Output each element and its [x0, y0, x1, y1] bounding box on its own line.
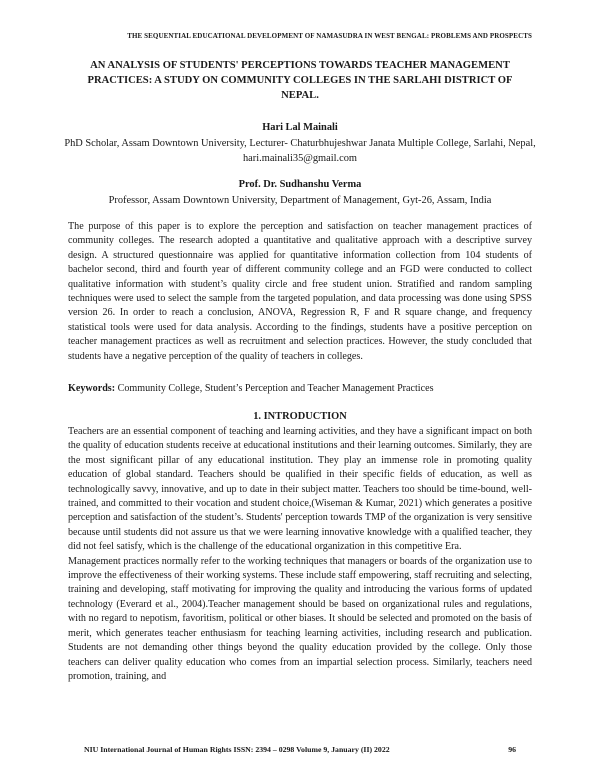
keywords — [68, 382, 532, 396]
page-number: 96 — [508, 745, 516, 754]
running-head: THE SEQUENTIAL EDUCATIONAL DEVELOPMENT OF NAMASUDRA IN WEST BENGAL: PROBLEMS AND PROSPECTS — [127, 32, 532, 40]
author-name: Hari Lal Mainali — [262, 122, 338, 133]
author-affiliation: Professor, Assam Downtown University, Department of Management, Gyt-26, Assam, India — [108, 194, 492, 206]
paragraph: Teachers are an essential component of teaching and learning activities, and they have a significant impact on both the quality of education students receive at educational institutions and their learning outcomes. Similarly, they are the most significant pillar of any educational institution. They play an immense role in promoting quality education of global standard. Teachers should be qualified in their specific fields of education, as well as technologically savvy, innovative, and up to date in their subject matter. Teachers too should be time-bound, well-trained, and committed to their vocation and student choice,(Wiseman & Kumar, 2021) which generates a positive perception and satisfaction of the student’s. Students' perception towards TMP of the organization is very sensitive because until students did not assure us that we were learning innovative knowledge with a qualified teacher, they did not feel satisfy, which is the challenge of the educational organization in this competitive Era. — [68, 426, 532, 553]
introduction-body — [68, 425, 532, 684]
page-footer — [84, 745, 516, 754]
author-block-2 — [60, 177, 540, 208]
keywords-label: Keywords: — [68, 383, 116, 394]
section-heading: 1. INTRODUCTION — [253, 411, 347, 422]
abstract: The purpose of this paper is to explore the perception and satisfaction on teacher management practices of community colleges. The research adopted a quantitative and qualitative approach with a descriptive survey design. A structured questionnaire was applied for quantitative information collection from 104 students of bachelor second, third and fourth year of different community college and an FGD were conducted to collect qualitative information with student’s quality circle and free student union. Stratified and random sampling techniques were used to select the sample from the targeted population, and data processing was done using SPSS version 26. In order to reach a conclusion, ANOVA, Regression R, F and R square change, and frequency statistical tools were used for data analysis. According to the findings, students have a positive perception on teacher management practices as well as recruitment and selection practices. However, the study concluded that students have a negative perception of the quality of teachers in colleges. — [68, 221, 532, 362]
footer-journal: NIU International Journal of Human Rights ISSN: 2394 – 0298 Volume 9, January (II) 2022 — [84, 745, 390, 754]
paragraph: Management practices normally refer to the working techniques that managers or boards of the organization use to improve the effectiveness of their working systems. These include staff empowering, staff recruiting and selecting, training and developing, staff motivating for improving the quality and introducing the various forms of updated technology (Everard et al., 2004).Teacher management should be based on organizational rules and regulations, with no regard to nepotism, favoritism, political or other biases. It should be selected and promoted on the basis of merit, which generates teacher enthusiasm for teaching learning activities, including research and publication. Students are not demanding other things beyond the quality education provided by the college. Only those teachers can deliver quality education who comes from an impartial selection process. Similarly, teachers need promotion, training, and — [68, 555, 532, 682]
author-affiliation: PhD Scholar, Assam Downtown University, Lecturer- Chaturbhujeshwar Janata Multiple College, Sarlahi, Nepal, hari.mainali35@gmail.com — [64, 137, 536, 164]
keywords-text: Community College, Student’s Perception and Teacher Management Practices — [117, 383, 434, 394]
author-name: Prof. Dr. Sudhanshu Verma — [238, 179, 362, 190]
paper-title: AN ANALYSIS OF STUDENTS' PERCEPTIONS TOWARDS TEACHER MANAGEMENT PRACTICES: A STUDY ON COMMUNITY COLLEGES IN THE SARLAHI DISTRICT OF NEPAL. — [87, 60, 513, 101]
author-block-1 — [60, 120, 540, 167]
